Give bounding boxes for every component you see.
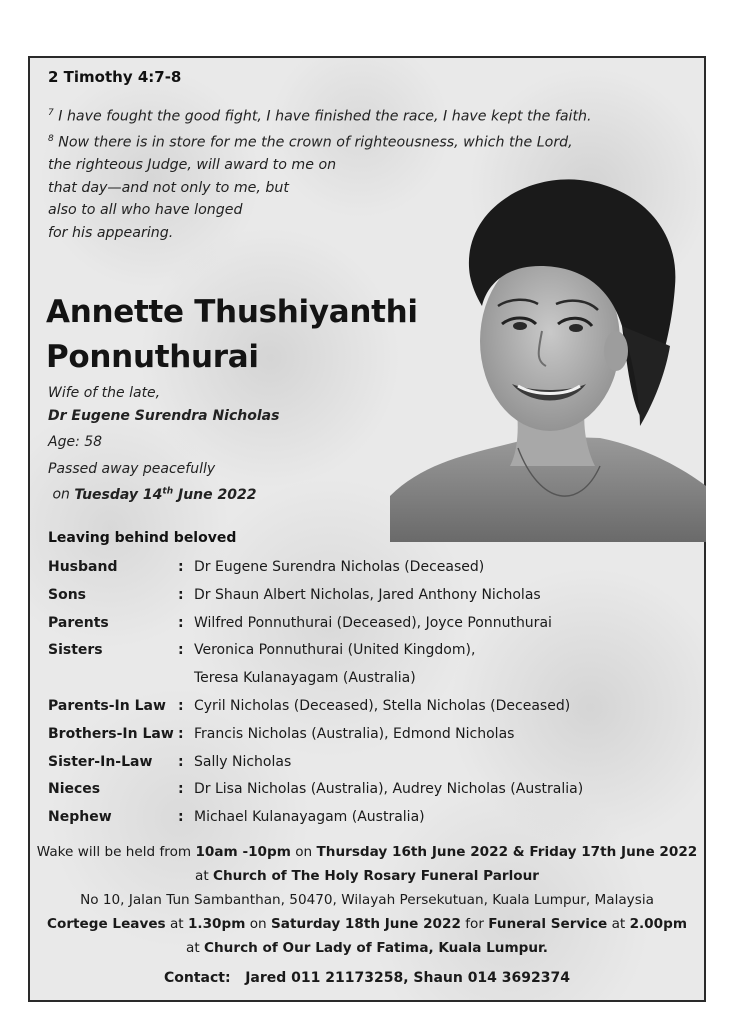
name-line-1: Annette Thushiyanthi [46, 294, 418, 330]
relation-names: Sally Nicholas [194, 753, 292, 770]
husband-name [48, 405, 279, 428]
verse-line: that day—and not only to me, but [48, 179, 289, 196]
portrait-photo [390, 166, 706, 542]
relation-colon: : [178, 586, 184, 603]
verse-line: for his appearing. [48, 224, 174, 241]
relation-names: Michael Kulanayagam (Australia) [194, 809, 425, 826]
relation-names: Veronica Ponnuthurai (United Kingdom), [194, 642, 476, 659]
relation-colon: : [178, 753, 184, 770]
wake-time: 10am -10pm [195, 844, 291, 860]
wake-dates: Thursday 16th June 2022 & Friday 17th June 2022 [316, 844, 698, 860]
husband-name-text: Dr Eugene Surendra Nicholas [48, 407, 280, 424]
verse-number: 7 [48, 108, 54, 118]
verse-number: 8 [48, 134, 54, 145]
service-label: Funeral Service [488, 916, 608, 932]
relation-label: Sisters [48, 642, 103, 659]
wake-line [30, 840, 704, 864]
date-prefix: on [52, 486, 75, 503]
wake-venue-line [30, 864, 704, 888]
relation-colon: : [178, 697, 184, 714]
relation-colon: : [178, 559, 184, 575]
verse-line [48, 102, 648, 128]
verse-line: the righteous Judge, will award to me on [48, 157, 337, 174]
wake-prefix: Wake will be held from [36, 844, 196, 860]
passed-away-text: Passed away peacefully [48, 460, 216, 477]
funeral-details [30, 840, 704, 990]
name-line-2: Ponnuthurai [46, 339, 259, 375]
service-at: at [607, 916, 630, 932]
date-ordinal: th [162, 486, 174, 496]
relation-label: Brothers-In Law [48, 725, 174, 742]
verse-line-text: Now there is in store for me the crown of righteousness, which the Lord, [53, 134, 573, 151]
relation-colon: : [178, 781, 184, 798]
relation-names: Cyril Nicholas (Deceased), Stella Nicholas (Deceased) [194, 697, 571, 714]
cortege-time: 1.30pm [187, 916, 246, 932]
relation-label: Husband [48, 559, 118, 575]
relation-label: Parents-In Law [48, 697, 166, 714]
cortege-for: for [460, 916, 489, 932]
portrait-illustration [390, 166, 706, 542]
relation-names: Dr Shaun Albert Nicholas, Jared Anthony Nicholas [194, 586, 541, 603]
relation-label: Parents [48, 614, 109, 631]
church-line [30, 936, 704, 960]
date-day: Tuesday 14 [74, 486, 163, 503]
wake-address: No 10, Jalan Tun Sambanthan, 50470, Wilayah Persekutuan, Kuala Lumpur, Malaysia [80, 892, 654, 908]
contact-line [30, 966, 704, 990]
date-month-year: June 2022 [173, 486, 257, 503]
wake-venue: Church of The Holy Rosary Funeral Parlour [212, 868, 540, 884]
relation-colon: : [178, 642, 184, 659]
wife-of-label: Wife of the late, [48, 385, 161, 401]
verse-reference: 2 Timothy 4:7-8 [48, 68, 182, 86]
verse-line: also to all who have longed [48, 202, 243, 219]
church-at: at [186, 940, 205, 956]
cortege-label: Cortege Leaves [47, 916, 166, 932]
relation-colon: : [178, 614, 184, 631]
relation-names: Dr Lisa Nicholas (Australia), Audrey Nicholas (Australia) [194, 781, 584, 798]
relation-names: Teresa Kulanayagam (Australia) [194, 670, 416, 687]
relation-names: Wilfred Ponnuthurai (Deceased), Joyce Ponnuthurai [194, 614, 552, 631]
deceased-info [48, 382, 279, 506]
cortege-at: at [165, 916, 188, 932]
wake-at: at [194, 868, 213, 884]
wake-on: on [290, 844, 317, 860]
contact-label: Contact: [164, 970, 231, 986]
verse-line [48, 128, 648, 154]
relation-label: Nieces [48, 781, 101, 798]
passing-date [48, 480, 279, 506]
relation-label: Sons [48, 586, 87, 603]
relation-label: Sister-In-Law [48, 753, 153, 770]
relation-colon: : [178, 725, 184, 742]
age: Age: 58 [48, 434, 103, 450]
cortege-on: on [245, 916, 271, 932]
cortege-line [30, 912, 704, 936]
deceased-name [46, 290, 418, 380]
contact-numbers: Jared 011 21173258, Shaun 014 3692374 [245, 970, 570, 986]
relation-label: Nephew [48, 809, 112, 826]
verse-line-text: I have fought the good fight, I have finished the race, I have kept the faith. [53, 108, 592, 125]
church-name: Church of Our Lady of Fatima, Kuala Lumpur. [204, 940, 548, 956]
obituary-card [28, 56, 706, 1002]
cortege-date: Saturday 18th June 2022 [270, 916, 461, 932]
relation-names: Dr Eugene Surendra Nicholas (Deceased) [194, 559, 485, 575]
relation-names: Francis Nicholas (Australia), Edmond Nicholas [194, 725, 515, 742]
relation-colon: : [178, 809, 184, 826]
family-heading: Leaving behind beloved [48, 530, 237, 546]
service-time: 2.00pm [629, 916, 687, 932]
